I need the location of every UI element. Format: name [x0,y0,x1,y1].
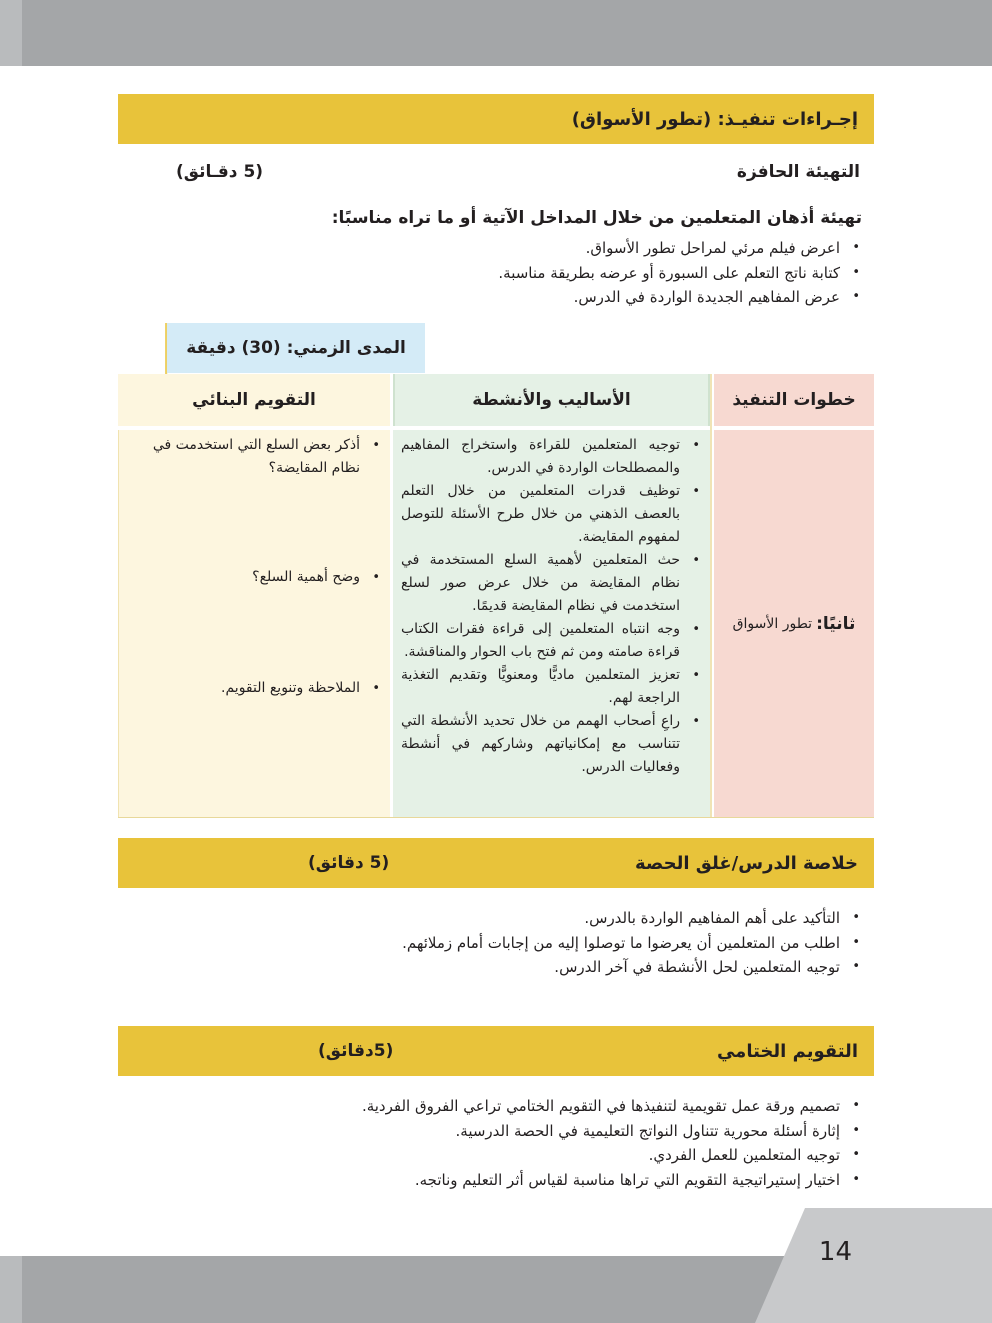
list-item: • توظيف قدرات المتعلمين من خلال التعلم بالعصف الذهني من خلال طرح الأسئلة للتوصل لمفهوم المقايضة. [401,480,702,549]
column-divider [710,374,712,818]
steps-column [714,374,874,634]
steps-header: خطوات التنفيذ [714,374,874,426]
evaluation-column [118,374,390,696]
page-corner [755,1208,992,1323]
warmup-list [262,236,862,310]
time-tab [167,323,425,373]
list-item: • اختيار إستيراتيجية التقويم التي تراها مناسبة لقياس أثر التعليم وناتجه. [222,1168,862,1193]
closing-title: خلاصة الدرس/غلق الحصة [634,852,858,874]
list-item: • توجيه المتعلمين للقراءة واستخراج المفاهيم والمصطلحات الواردة في الدرس. [401,434,702,480]
final-assessment-title: التقويم الختامي [716,1040,858,1062]
list-item: • التأكيد على أهم المفاهيم الواردة بالدرس. [222,906,862,931]
list-item: • حث المتعلمين لأهمية السلع المستخدمة في نظام المقايضة من خلال عرض صور لسلع استخدمت في نظام المقايضة قديمًا. [401,549,702,618]
activities-column [393,374,710,775]
procedures-title: إجـراءات تنفيـذ: (تطور الأسواق) [571,108,858,130]
evaluation-cell [118,430,390,818]
final-assessment-list [222,1094,862,1192]
table-bottom-rule [118,817,874,818]
list-item: • اطلب من المتعلمين أن يعرضوا ما توصلوا إليه من إجابات أمام زملائهم. [222,931,862,956]
evaluation-header: التقويم البنائي [118,374,390,426]
steps-cell [714,430,874,818]
list-item: • وضح أهمية السلع؟ [127,566,382,589]
time-tab-label: المدى الزمني: (30) دقيقة [186,338,406,358]
evaluation-list [119,430,390,700]
closing-header [118,838,874,888]
top-bar [0,0,992,66]
list-item: • راعِ أصحاب الهمم من خلال تحديد الأنشطة التي تتناسب مع إمكانياتهم وشاركهم في أنشطة وفعاليات الدرس. [401,710,702,779]
warmup-time: (5 دقـائق) [176,162,264,182]
top-bar-notch [0,0,22,66]
procedures-header [118,94,874,144]
list-item: • تعزيز المتعلمين ماديًّا ومعنويًّا وتقديم التغذية الراجعة لهم. [401,664,702,710]
list-item: • إثارة أسئلة محورية تتناول النواتج التعليمية في الحصة الدرسية. [222,1119,862,1144]
warmup-title: التهيئة الحافزة [736,162,860,182]
warmup-row [118,162,860,188]
activities-header: الأساليب والأنشطة [393,374,710,426]
closing-time: (5 دقائق) [308,853,390,873]
step-label: ثانيًا: [816,614,856,634]
list-item: • عرض المفاهيم الجديدة الواردة في الدرس. [262,285,862,310]
list-item: • اعرض فيلم مرئي لمراحل تطور الأسواق. [262,236,862,261]
list-item: • أذكر بعض السلع التي استخدمت في نظام المقايضة؟ [127,434,382,480]
list-item: • كتابة ناتج التعلم على السبورة أو عرضه بطريقة مناسبة. [262,261,862,286]
list-item: • تصميم ورقة عمل تقويمية لتنفيذها في التقويم الختامي تراعي الفروق الفردية. [222,1094,862,1119]
list-item: • الملاحظة وتنويع التقويم. [127,677,382,700]
list-item: • توجيه المتعلمين لحل الأنشطة في آخر الدرس. [222,955,862,980]
activities-list [393,430,710,779]
final-assessment-header [118,1026,874,1076]
closing-list [222,906,862,980]
step-text: تطور الأسواق [732,616,813,632]
page-number: 14 [818,1237,852,1267]
bottom-bar-notch [0,1256,22,1323]
list-item: • توجيه المتعلمين للعمل الفردي. [222,1143,862,1168]
final-assessment-time: (5دقائق) [318,1041,394,1061]
warmup-lead: تهيئة أذهان المتعلمين من خلال المداخل الآتية أو ما تراه مناسبًا: [331,208,862,228]
list-item: • وجه انتباه المتعلمين إلى قراءة فقرات الكتاب قراءة صامته ومن ثم فتح باب الحوار والمناقشة. [401,618,702,664]
activities-cell [393,430,710,818]
